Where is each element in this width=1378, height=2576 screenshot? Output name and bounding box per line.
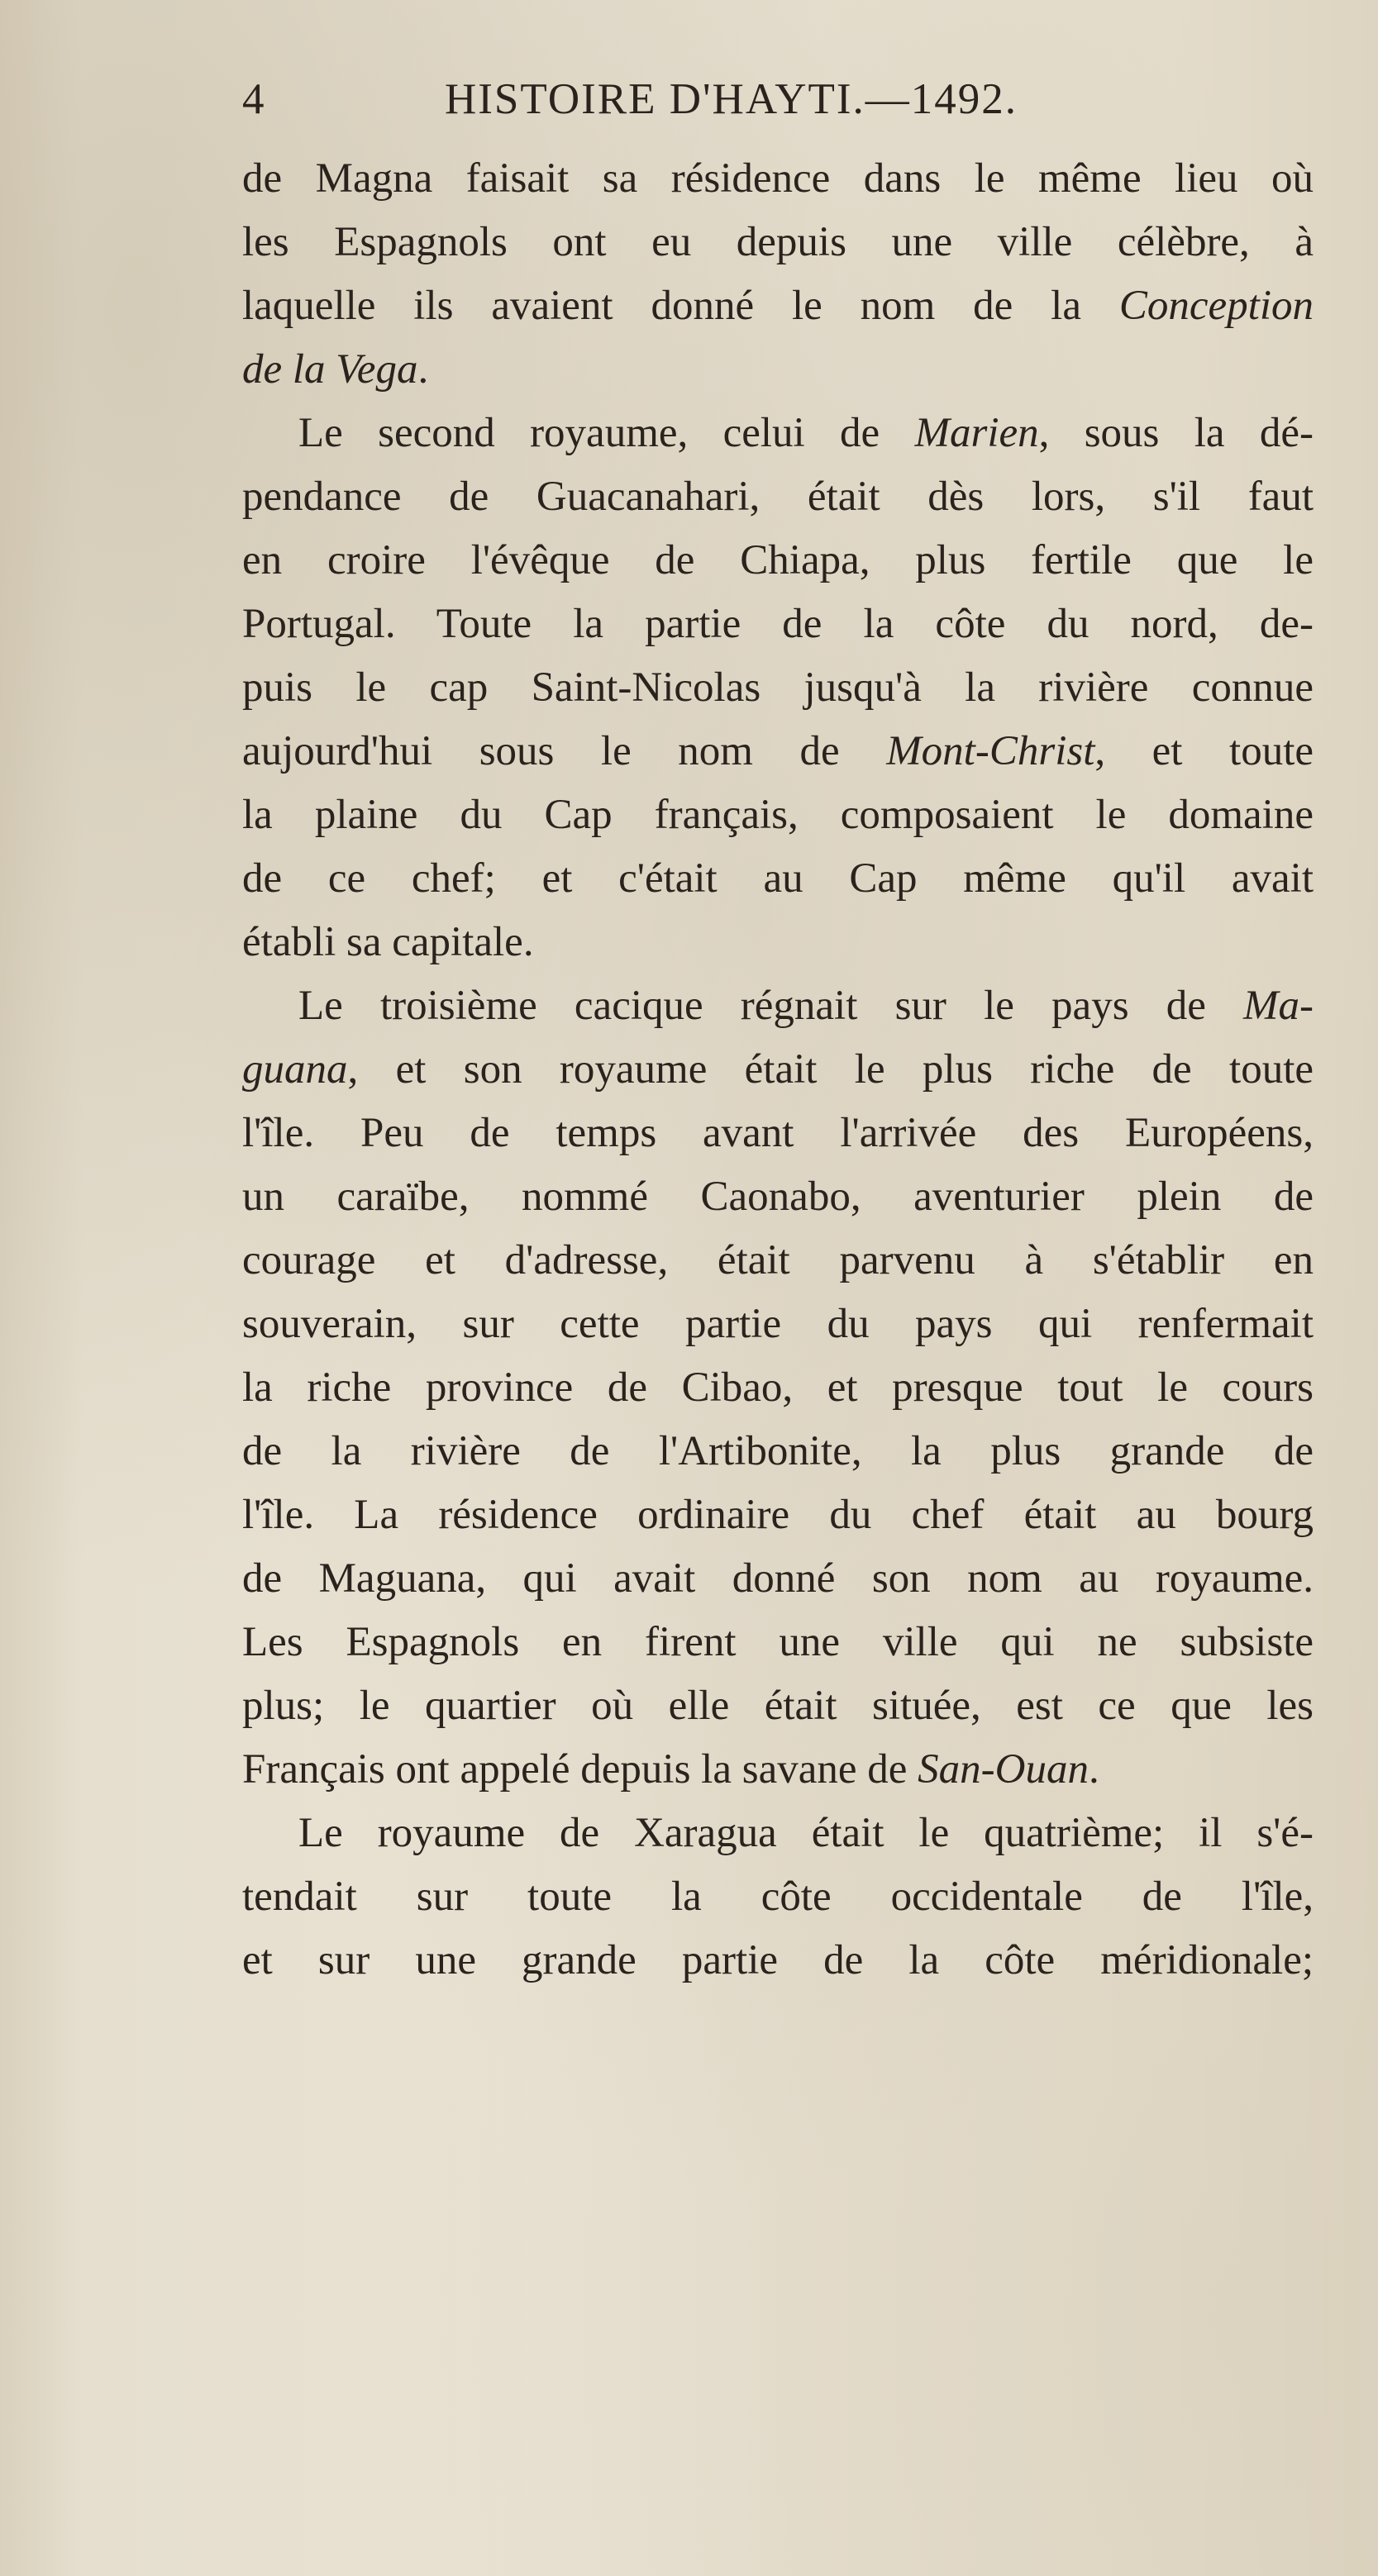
- line-text: de ce chef; et c'était au Cap même qu'il avait: [242, 855, 1314, 902]
- line-text-after: , et son royaume était le plus riche de toute: [347, 1046, 1314, 1093]
- line-text: Les Espagnols en firent une ville qui ne subsiste: [242, 1619, 1314, 1665]
- line-text: souverain, sur cette partie du pays qui renfermait: [242, 1301, 1314, 1347]
- line-text: pendance de Guacanahari, était dès lors, s'il faut: [242, 474, 1314, 520]
- line-text: la plaine du Cap français, composaient le domaine: [242, 792, 1314, 838]
- text-line: [242, 147, 1314, 211]
- text-line: [242, 211, 1314, 274]
- page-number: 4: [242, 75, 265, 123]
- line-text: la riche province de Cibao, et presque tout le cours: [242, 1364, 1314, 1411]
- italic-text: San-Ouan: [918, 1746, 1089, 1793]
- text-line: [242, 1293, 1314, 1356]
- line-text-after: .: [417, 346, 429, 393]
- text-line: [242, 1229, 1314, 1293]
- italic-text: Ma-: [1243, 983, 1314, 1029]
- line-text-after: , et toute: [1094, 728, 1314, 774]
- text-line: [242, 656, 1314, 720]
- text-line: [242, 1611, 1314, 1674]
- line-text-after: , sous la dé-: [1038, 410, 1314, 456]
- text-line: [242, 974, 1314, 1038]
- text-line: [242, 783, 1314, 847]
- text-line: [242, 1674, 1314, 1738]
- text-line: [242, 1483, 1314, 1547]
- line-text: l'île. Peu de temps avant l'arrivée des Européens,: [242, 1110, 1314, 1156]
- text-line: [242, 1738, 1314, 1802]
- line-text-after: .: [1088, 1746, 1099, 1793]
- text-line: [242, 1356, 1314, 1420]
- text-line: [242, 1165, 1314, 1229]
- text-line: [242, 1420, 1314, 1483]
- italic-text: Marien: [914, 410, 1039, 456]
- text-line: [242, 847, 1314, 911]
- line-text: les Espagnols ont eu depuis une ville célèbre, à: [242, 219, 1314, 265]
- body-text: [242, 147, 1314, 1993]
- text-line: [242, 274, 1314, 338]
- text-line: [242, 1102, 1314, 1165]
- line-text: de la rivière de l'Artibonite, la plus grande de: [242, 1428, 1314, 1474]
- text-line: [242, 593, 1314, 656]
- text-line: [242, 911, 1314, 974]
- italic-text: Conception: [1118, 283, 1314, 329]
- text-line: [242, 1547, 1314, 1611]
- line-text: Le royaume de Xaragua était le quatrième; il s'é-: [298, 1810, 1314, 1856]
- line-text: l'île. La résidence ordinaire du chef était au bourg: [242, 1492, 1314, 1538]
- line-text: Le second royaume, celui de: [298, 410, 915, 456]
- line-text: établi sa capitale.: [242, 919, 534, 965]
- text-line: [242, 529, 1314, 593]
- text-line: [242, 720, 1314, 783]
- running-title: HISTOIRE D'HAYTI.—1492.: [445, 75, 1018, 123]
- italic-text: guana: [242, 1046, 348, 1093]
- line-text: un caraïbe, nommé Caonabo, aventurier plein de: [242, 1174, 1314, 1220]
- line-text: plus; le quartier où elle était située, est ce que les: [242, 1683, 1314, 1729]
- line-text: tendait sur toute la côte occidentale de l'île,: [242, 1874, 1314, 1920]
- line-text: en croire l'évêque de Chiapa, plus fertile que le: [242, 537, 1314, 583]
- text-line: [242, 1802, 1314, 1865]
- line-text: Le troisième cacique régnait sur le pays de: [298, 983, 1244, 1029]
- text-line: [242, 465, 1314, 529]
- line-text: aujourd'hui sous le nom de: [242, 728, 887, 774]
- text-block: [242, 74, 1314, 1983]
- line-text: Français ont appelé depuis la savane de: [242, 1746, 918, 1793]
- italic-text: Mont-Christ: [886, 728, 1095, 774]
- text-line: [242, 1038, 1314, 1102]
- text-line: [242, 338, 1314, 402]
- line-text: de Maguana, qui avait donné son nom au royaume.: [242, 1555, 1314, 1602]
- line-text: Portugal. Toute la partie de la côte du nord, de-: [242, 601, 1314, 647]
- line-text: laquelle ils avaient donné le nom de la: [242, 283, 1119, 329]
- text-line: [242, 1865, 1314, 1929]
- line-text: puis le cap Saint-Nicolas jusqu'à la rivière connue: [242, 664, 1314, 711]
- text-line: [242, 1929, 1314, 1993]
- line-text: courage et d'adresse, était parvenu à s'établir en: [242, 1237, 1314, 1283]
- italic-text: de la Vega: [242, 346, 418, 393]
- line-text: de Magna faisait sa résidence dans le même lieu où: [242, 155, 1314, 202]
- page-header: [242, 74, 1314, 149]
- line-text: et sur une grande partie de la côte méridionale;: [242, 1937, 1314, 1983]
- text-line: [242, 402, 1314, 465]
